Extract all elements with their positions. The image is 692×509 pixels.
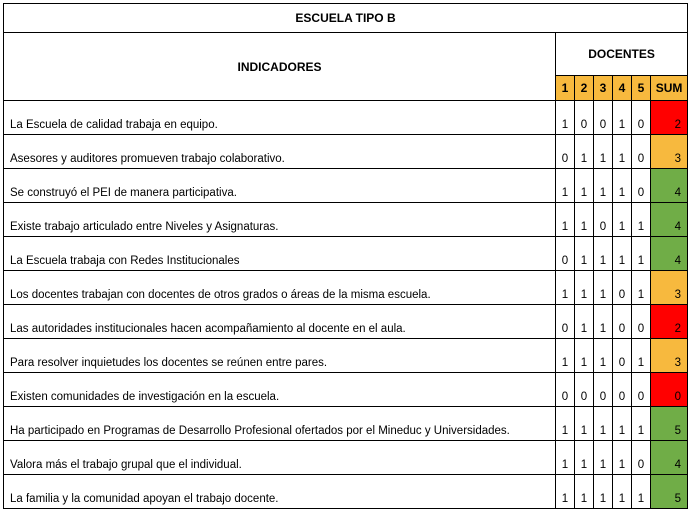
table-row xyxy=(4,441,688,475)
table-row xyxy=(4,237,688,271)
docente-5-value: 1 xyxy=(632,237,651,271)
column-header-docente-2: 2 xyxy=(575,76,594,101)
table-row xyxy=(4,373,688,407)
indicator-cell: Para resolver inquietudes los docentes se reúnen entre pares. xyxy=(4,339,556,373)
docente-1-value: 1 xyxy=(556,101,575,135)
indicator-cell: Se construyó el PEI de manera participativa. xyxy=(4,169,556,203)
indicator-cell: Ha participado en Programas de Desarrollo Profesional ofertados por el Mineduc y Universidades. xyxy=(4,407,556,441)
docente-1-value: 0 xyxy=(556,135,575,169)
docente-3-value: 1 xyxy=(594,441,613,475)
docente-5-value: 0 xyxy=(632,101,651,135)
docente-2-value: 0 xyxy=(575,373,594,407)
docente-5-value: 1 xyxy=(632,203,651,237)
docente-1-value: 1 xyxy=(556,441,575,475)
docente-2-value: 1 xyxy=(575,271,594,305)
docente-3-value: 0 xyxy=(594,203,613,237)
indicator-cell: Existen comunidades de investigación en la escuela. xyxy=(4,373,556,407)
docente-3-value: 1 xyxy=(594,339,613,373)
docente-1-value: 1 xyxy=(556,475,575,509)
docente-5-value: 0 xyxy=(632,373,651,407)
docente-5-value: 1 xyxy=(632,407,651,441)
indicators-header: INDICADORES xyxy=(4,33,556,101)
sum-cell: 3 xyxy=(651,339,688,373)
column-header-docente-5: 5 xyxy=(632,76,651,101)
docente-5-value: 1 xyxy=(632,475,651,509)
indicator-cell: Asesores y auditores promueven trabajo colaborativo. xyxy=(4,135,556,169)
table-row xyxy=(4,271,688,305)
column-header-docente-1: 1 xyxy=(556,76,575,101)
docente-4-value: 0 xyxy=(613,339,632,373)
results-table xyxy=(3,3,688,509)
column-header-sum: SUM xyxy=(651,76,688,101)
table-title: ESCUELA TIPO B xyxy=(4,4,688,33)
docente-2-value: 1 xyxy=(575,475,594,509)
docente-4-value: 1 xyxy=(613,203,632,237)
table-row xyxy=(4,475,688,509)
docente-1-value: 1 xyxy=(556,407,575,441)
table-body xyxy=(4,101,688,509)
table-row xyxy=(4,169,688,203)
docente-2-value: 1 xyxy=(575,237,594,271)
sum-cell: 0 xyxy=(651,373,688,407)
sum-cell: 4 xyxy=(651,441,688,475)
docente-1-value: 1 xyxy=(556,339,575,373)
docente-2-value: 1 xyxy=(575,305,594,339)
table-row xyxy=(4,135,688,169)
docente-1-value: 0 xyxy=(556,373,575,407)
sum-cell: 3 xyxy=(651,135,688,169)
sum-cell: 4 xyxy=(651,237,688,271)
docente-4-value: 0 xyxy=(613,305,632,339)
docente-2-value: 1 xyxy=(575,135,594,169)
column-header-docente-4: 4 xyxy=(613,76,632,101)
indicator-cell: Los docentes trabajan con docentes de otros grados o áreas de la misma escuela. xyxy=(4,271,556,305)
docente-4-value: 0 xyxy=(613,373,632,407)
docente-4-value: 1 xyxy=(613,475,632,509)
docente-3-value: 1 xyxy=(594,135,613,169)
docente-1-value: 0 xyxy=(556,305,575,339)
docente-1-value: 1 xyxy=(556,271,575,305)
docente-1-value: 1 xyxy=(556,203,575,237)
indicator-cell: Valora más el trabajo grupal que el individual. xyxy=(4,441,556,475)
docente-3-value: 1 xyxy=(594,169,613,203)
sum-cell: 2 xyxy=(651,101,688,135)
docente-5-value: 0 xyxy=(632,305,651,339)
docente-5-value: 0 xyxy=(632,169,651,203)
docente-3-value: 0 xyxy=(594,101,613,135)
docente-2-value: 1 xyxy=(575,203,594,237)
docente-3-value: 1 xyxy=(594,475,613,509)
docente-2-value: 1 xyxy=(575,441,594,475)
docente-4-value: 1 xyxy=(613,407,632,441)
indicator-cell: La Escuela de calidad trabaja en equipo. xyxy=(4,101,556,135)
sum-cell: 4 xyxy=(651,169,688,203)
sum-cell: 4 xyxy=(651,203,688,237)
table-row xyxy=(4,305,688,339)
docente-3-value: 1 xyxy=(594,237,613,271)
docente-5-value: 1 xyxy=(632,271,651,305)
docente-3-value: 1 xyxy=(594,271,613,305)
indicator-cell: Las autoridades institucionales hacen acompañamiento al docente en el aula. xyxy=(4,305,556,339)
docente-5-value: 1 xyxy=(632,339,651,373)
docente-2-value: 1 xyxy=(575,169,594,203)
docente-4-value: 1 xyxy=(613,441,632,475)
docente-2-value: 1 xyxy=(575,407,594,441)
docente-4-value: 1 xyxy=(613,237,632,271)
docente-1-value: 1 xyxy=(556,169,575,203)
docente-3-value: 0 xyxy=(594,373,613,407)
table-row xyxy=(4,101,688,135)
docente-1-value: 0 xyxy=(556,237,575,271)
sum-cell: 5 xyxy=(651,475,688,509)
docente-4-value: 1 xyxy=(613,169,632,203)
docente-4-value: 0 xyxy=(613,271,632,305)
table-row xyxy=(4,203,688,237)
table-row xyxy=(4,339,688,373)
sum-cell: 2 xyxy=(651,305,688,339)
docente-2-value: 1 xyxy=(575,339,594,373)
docente-3-value: 1 xyxy=(594,407,613,441)
docente-5-value: 0 xyxy=(632,135,651,169)
column-header-docente-3: 3 xyxy=(594,76,613,101)
sum-cell: 5 xyxy=(651,407,688,441)
indicator-cell: La familia y la comunidad apoyan el trabajo docente. xyxy=(4,475,556,509)
indicator-cell: Existe trabajo articulado entre Niveles y Asignaturas. xyxy=(4,203,556,237)
docente-4-value: 1 xyxy=(613,101,632,135)
docente-5-value: 0 xyxy=(632,441,651,475)
table-row xyxy=(4,407,688,441)
docente-2-value: 0 xyxy=(575,101,594,135)
docente-3-value: 1 xyxy=(594,305,613,339)
docentes-header: DOCENTES xyxy=(556,33,688,76)
sum-cell: 3 xyxy=(651,271,688,305)
indicator-cell: La Escuela trabaja con Redes Institucionales xyxy=(4,237,556,271)
docente-4-value: 1 xyxy=(613,135,632,169)
